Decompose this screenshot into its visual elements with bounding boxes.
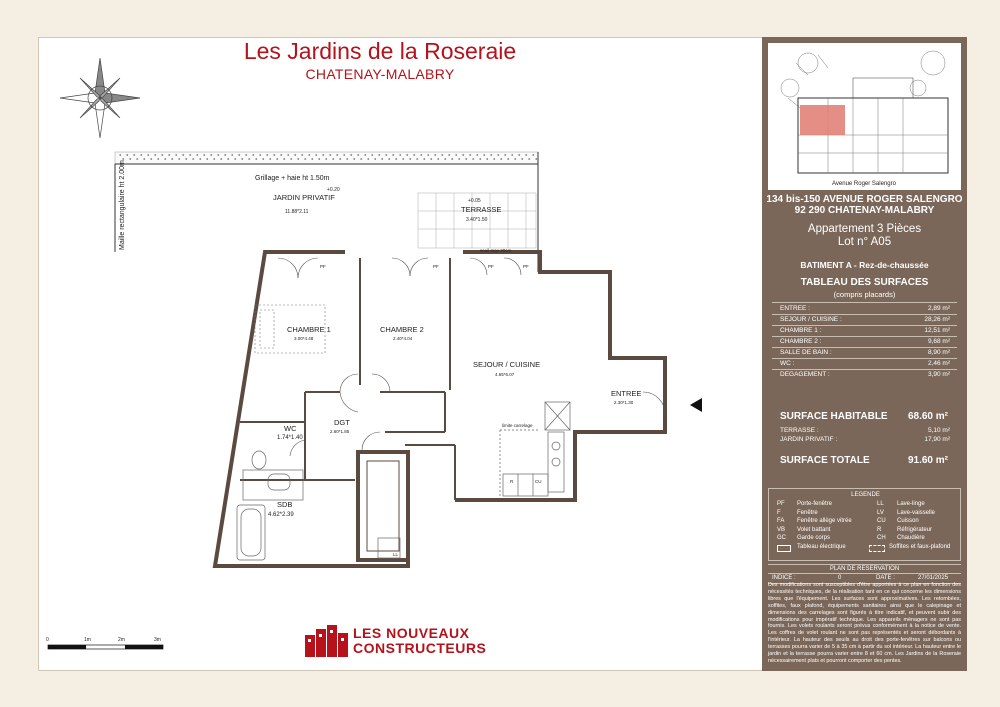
divider (772, 302, 957, 303)
hedge-dot (507, 158, 509, 160)
garden-level-label: +0.20 (327, 187, 340, 193)
entrance-arrow-icon (690, 398, 702, 412)
room-dim-dgt: 2.60*1.85 (330, 429, 350, 434)
divider (772, 358, 957, 359)
code-pf-3: PF (488, 264, 494, 269)
terrace-level-label: +0.05 (468, 198, 481, 204)
table-title: TABLEAU DES SURFACES (800, 277, 929, 288)
hedge-dot (493, 158, 495, 160)
hedge-dot (252, 154, 254, 156)
hedge-dot (143, 158, 145, 160)
divider (772, 369, 957, 370)
hedge-dot (297, 158, 299, 160)
hedge-dot (259, 154, 261, 156)
hedge-dot (213, 158, 215, 160)
side-fence-label: Maille rectangulaire ht 2.00m (119, 160, 126, 250)
date-value: 27/01/2025 (918, 575, 949, 581)
hedge-dot (476, 154, 478, 156)
code-cu: CU (535, 479, 542, 484)
hedge-dot (329, 154, 331, 156)
room-dim-chambre1: 3.00*4.48 (294, 336, 314, 341)
scale-1m: 1m (84, 637, 91, 643)
divider (772, 347, 957, 348)
hedge-dot (126, 154, 128, 156)
hedge-dot (315, 154, 317, 156)
hedge-dot (497, 154, 499, 156)
table-subtitle: (compris placards) (833, 290, 896, 299)
room-dim-entree: 2.30*1.30 (614, 400, 634, 405)
hedge-dot (430, 158, 432, 160)
divider (772, 314, 957, 315)
hedge-dot (133, 154, 135, 156)
hedge-dot (504, 154, 506, 156)
divider (772, 325, 957, 326)
legend-code: FA (777, 518, 785, 524)
address-line1: 134 bis-150 AVENUE ROGER SALENGRO (766, 194, 963, 205)
apartment-type: Appartement 3 Pièces (807, 223, 922, 235)
legend-desc: Fenêtre (797, 509, 818, 516)
total-surface: SURFACE TOTALE 91.60 m² (780, 455, 948, 466)
hedge-dot (406, 154, 408, 156)
project-city: CHATENAY-MALABRY (305, 66, 455, 82)
hedge-dot (154, 154, 156, 156)
hedge-dot (423, 158, 425, 160)
brand-logo (305, 625, 505, 657)
legend-code: PF (777, 501, 785, 507)
hedge-dot (518, 154, 520, 156)
hedge-dot (206, 158, 208, 160)
hedge-dot (325, 158, 327, 160)
hedge-dot (266, 154, 268, 156)
hedge-dot (378, 154, 380, 156)
legend-desc: Porte-fenêtre (797, 501, 833, 507)
hedge-dot (301, 154, 303, 156)
info-panel: Avenue Roger Salengro 134 bis-150 AVENUE ROGER SALENGRO 92 290 CHATENAY-MALABRY Appartement 3 Pièces Lot n° A05 BATIMENT A - Rez-de-chaussée TABLEAU DES SURFACES (compris placards) ENTREE : 2,89 m² SEJOUR / CUISINE : 28,26 m² CHAMBRE 1 : 12,51 m² CHAMBRE 2 : 9,68 m² SALLE DE BAIN : 8,90 m² WC : 2,46 m² DEGAGEMENT : 3,90 m² SURFACE HABITABLE 68.60 m² TERRASSE : 5,10 m² JARDIN PRIVATIF : 17,90 m² SURFACE TOTALE 91.60 m² LEGENDE PF Porte-fenêtre LL Lave-linge F Fenêtre LV Lave-vaisselle FA Fenêtre allège vitrée CU Cuisson VB Volet battant R Réfrigérateur GC Garde corps CH Chaudière Tableau électrique Soffites et faux-plafond PLAN DE RESERVATION INDICE : 0 DATE : 27/01/2025 Des modifications sont susceptibles d'être apportées à ce plan en fonction des nécessités techniques, de la réalisation tant en ce qui concerne les dimensions libres que l'équipement. Les surfaces sont approximatives. Les retombées, soffites, faux plafond, équipements sanitaires ainsi que le calepinage et dimensions des carrelages sont figurés à titre indicatif, et peuvent subir des modifications pour impératif technique. Les appareils ménagers ne sont pas fournis. Les volets roulants seront prévus conformément à la notice de vente. Les coffres de volet roulant ne sont pas représentés et seront débordants à l'intérieur. La hauteur des seuils au droit des porte-fenêtres sur balcons ou terrasses pourra varier de 5 à 35 cm à partir du sol intérieur. La hauteur entre le jardin et la terrasse pourra varier entre 8 et 60 cm. Les Jardins de la Roseraie nécessairement plats et pourront comporter des pentes. (762, 37, 967, 671)
address (762, 194, 967, 216)
legend-desc: Chaudière (897, 535, 925, 541)
hedge-dot (511, 154, 513, 156)
hedge-dot (469, 154, 471, 156)
hedge-dot (472, 158, 474, 160)
hedge-dot (227, 158, 229, 160)
apartment-info (762, 223, 967, 249)
hedge-dot (399, 154, 401, 156)
hedge-dot (308, 154, 310, 156)
hedge-dot (255, 158, 257, 160)
hedge-dot (192, 158, 194, 160)
disclaimer-notes: Des modifications sont susceptibles d'être apportées à ce plan en fonction des nécessités techniques, de la réalisation tant en ce qui concerne les dimensions libres que l'équipement. Les surfaces sont approximatives. Les retombées, soffites, faux plafond, équipements sanitaires ainsi que le calepinage et dimensions des carrelages sont figurés à titre indicatif, et peuvent subir des modifications pour impératif technique. Les appareils ménagers ne sont pas fournis. Les volets roulants seront prévus conformément à la notice de vente. Les coffres de volet roulant ne sont pas représentés et seront débordants à l'intérieur. La hauteur des seuils au droit des porte-fenêtres sur balcons ou terrasses pourra varier de 5 à 35 cm à partir du sol intérieur. La hauteur entre le jardin et la terrasse pourra varier entre 8 et 60 cm. Les Jardins de la Roseraie nécessairement plats et pourront comporter des pentes. (768, 582, 961, 664)
hedge-dot (434, 154, 436, 156)
logo-mark-icon (305, 625, 349, 657)
room-name-terrace: TERRASSE (461, 205, 502, 214)
hedge-dot (532, 154, 534, 156)
hedge-dot (220, 158, 222, 160)
hedge-dot (437, 158, 439, 160)
hedge-dot (490, 154, 492, 156)
hedge-dot (224, 154, 226, 156)
hedge-dot (346, 158, 348, 160)
room-dim-garden: 11.88*2.11 (285, 209, 309, 215)
legend-code: F (777, 509, 781, 516)
hedge-dot (175, 154, 177, 156)
legend-code: VB (777, 526, 786, 533)
hedge-dot (171, 158, 173, 160)
hedge-dot (528, 158, 530, 160)
room-name-dgt: DGT (334, 418, 350, 427)
scale-bar (46, 637, 163, 649)
code-pf-4: PF (523, 264, 529, 269)
hedge-dot (371, 154, 373, 156)
hedge-dot (374, 158, 376, 160)
hedge-dot (357, 154, 359, 156)
hedge-dot (140, 154, 142, 156)
hedge-dot (245, 154, 247, 156)
hedge-dot (287, 154, 289, 156)
scale-0: 0 (46, 637, 49, 643)
hedge-dot (339, 158, 341, 160)
site-map (768, 43, 961, 190)
hedge-dot (364, 154, 366, 156)
room-name-chambre1: CHAMBRE 1 (287, 325, 331, 334)
index-label: INDICE : (772, 575, 796, 581)
sill-label: seuil max 20cm (480, 248, 512, 253)
hedge-dot (535, 158, 537, 160)
legend-code: CH (877, 535, 886, 541)
hedge-dot (441, 154, 443, 156)
lot-number: Lot n° A05 (837, 236, 892, 248)
hedge-dot (234, 158, 236, 160)
hedge-dot (402, 158, 404, 160)
hedge-dot (462, 154, 464, 156)
legend (768, 488, 961, 561)
hedge-dot (241, 158, 243, 160)
room-name-entree: ENTREE (611, 389, 642, 398)
hedge-dot (350, 154, 352, 156)
hedge-dot (360, 158, 362, 160)
hedge-dot (420, 154, 422, 156)
legend-desc: Fenêtre allège vitrée (797, 518, 852, 524)
hedge-dot (119, 154, 121, 156)
room-name-sejour: SEJOUR / CUISINE (473, 360, 541, 369)
legend-code: GC (777, 535, 786, 541)
hedge-dot (199, 158, 201, 160)
hedge-dot (395, 158, 397, 160)
legend-desc: Lave-vaisselle (897, 509, 936, 516)
legend-code: LL (877, 501, 884, 507)
hedge-dot (238, 154, 240, 156)
address-line2: 92 290 CHATENAY-MALABRY (794, 205, 935, 216)
legend-desc: Volet battant (797, 526, 831, 533)
legend-desc: Garde corps (797, 535, 831, 541)
reservation-block (768, 564, 961, 584)
hedge-dot (168, 154, 170, 156)
legend-desc: Cuisson (897, 518, 919, 524)
index-value: 0 (838, 575, 842, 581)
hedge-dot (129, 158, 131, 160)
bathroom-fixtures (237, 451, 400, 560)
exterior-walls (215, 252, 665, 566)
hedge-dot (294, 154, 296, 156)
hedge-dot (178, 158, 180, 160)
hedge-dot (217, 154, 219, 156)
hedge-dot (353, 158, 355, 160)
hedge-dot (273, 154, 275, 156)
hedge-dot (311, 158, 313, 160)
hedge-dot (185, 158, 187, 160)
hedge-dot (465, 158, 467, 160)
legend-title: LEGENDE (851, 492, 880, 498)
hedge-dot (283, 158, 285, 160)
code-pf-1: PF (320, 264, 326, 269)
scale-3m: 3m (154, 637, 161, 643)
hedge-dot (451, 158, 453, 160)
hedge-dot (455, 154, 457, 156)
habitable-surface: SURFACE HABITABLE 68.60 m² (780, 411, 948, 422)
top-fence-label: Grillage + haie ht 1.50m (255, 175, 330, 182)
legend-desc: Réfrigérateur (897, 526, 933, 533)
hedge-dot (276, 158, 278, 160)
hedge-dot (231, 154, 233, 156)
legend-elec: Tableau électrique (797, 544, 846, 550)
hedge-dot (458, 158, 460, 160)
site-map-drawing (768, 43, 961, 190)
room-dim-terrace: 3.40*1.50 (466, 217, 488, 223)
hedge-dot (290, 158, 292, 160)
hedge-dot (280, 154, 282, 156)
logo-line2: CONSTRUCTEURS (353, 640, 487, 656)
legend-desc: Lave-linge (897, 501, 925, 507)
hedge-dot (525, 154, 527, 156)
hedge-dot (483, 154, 485, 156)
hedge-dot (367, 158, 369, 160)
hedge-dot (444, 158, 446, 160)
date-label: DATE : (876, 575, 895, 581)
room-name-garden: JARDIN PRIVATIF (273, 193, 335, 202)
hedge-dot (343, 154, 345, 156)
hedge-dot (157, 158, 159, 160)
hedge-dot (136, 158, 138, 160)
hedge-dot (486, 158, 488, 160)
hedge-dot (413, 154, 415, 156)
code-r: R (510, 479, 514, 484)
electric-panel-icon (777, 545, 791, 552)
hedge-dot (385, 154, 387, 156)
tile-limit-label: limite carrelage (502, 423, 533, 428)
logo-line1: LES NOUVEAUX (353, 625, 470, 641)
hedge-dot (416, 158, 418, 160)
hedge-dot (150, 158, 152, 160)
room-name-wc: WC (284, 424, 297, 433)
hedge-dot (336, 154, 338, 156)
project-title: Les Jardins de la Roseraie (243, 38, 517, 64)
legend-code: R (877, 526, 882, 533)
hedge-dot (262, 158, 264, 160)
hedge-dot (322, 154, 324, 156)
soffit-icon (869, 545, 885, 552)
hedge-dot (521, 158, 523, 160)
hedge-dot (269, 158, 271, 160)
hedge-dot (388, 158, 390, 160)
divider (772, 336, 957, 337)
hedge-dot (427, 154, 429, 156)
room-name-chambre2: CHAMBRE 2 (380, 325, 424, 334)
map-street-label: Avenue Roger Salengro (832, 181, 896, 187)
room-name-sdb: SDB (277, 500, 293, 509)
hedge-dot (203, 154, 205, 156)
reservation-title: PLAN DE RESERVATION (768, 564, 961, 574)
hedge-dot (500, 158, 502, 160)
building-level: BATIMENT A - Rez-de-chaussée (800, 260, 929, 270)
hedge-dot (147, 154, 149, 156)
hedge-dot (318, 158, 320, 160)
hedge-dot (161, 154, 163, 156)
room-dim-chambre2: 2.40*4.04 (393, 336, 413, 341)
hedge-dot (409, 158, 411, 160)
room-dim-sejour: 4.65*6.07 (495, 372, 515, 377)
hedge-dot (196, 154, 198, 156)
hedge-dot (210, 154, 212, 156)
hedge-dot (392, 154, 394, 156)
hedge-dot (514, 158, 516, 160)
room-dim-sdb: 4.62*2.39 (268, 512, 294, 518)
code-ll: LL (393, 552, 399, 557)
legend-soffit: Soffites et faux-plafond (889, 544, 951, 550)
compass-rose-icon (60, 58, 140, 138)
legend-code: CU (877, 518, 886, 524)
scale-2m: 2m (118, 637, 125, 643)
hedge-dot (479, 158, 481, 160)
hedge-dot (381, 158, 383, 160)
hedge-dot (189, 154, 191, 156)
hedge-dot (164, 158, 166, 160)
hedge-dot (122, 158, 124, 160)
code-pf-2: PF (433, 264, 439, 269)
legend-code: LV (877, 509, 884, 516)
hedge-dot (182, 154, 184, 156)
hedge-dot (448, 154, 450, 156)
hedge-dot (332, 158, 334, 160)
hedge-dot (248, 158, 250, 160)
hedge-dot (304, 158, 306, 160)
room-dim-wc: 1.74*1.40 (277, 435, 303, 441)
